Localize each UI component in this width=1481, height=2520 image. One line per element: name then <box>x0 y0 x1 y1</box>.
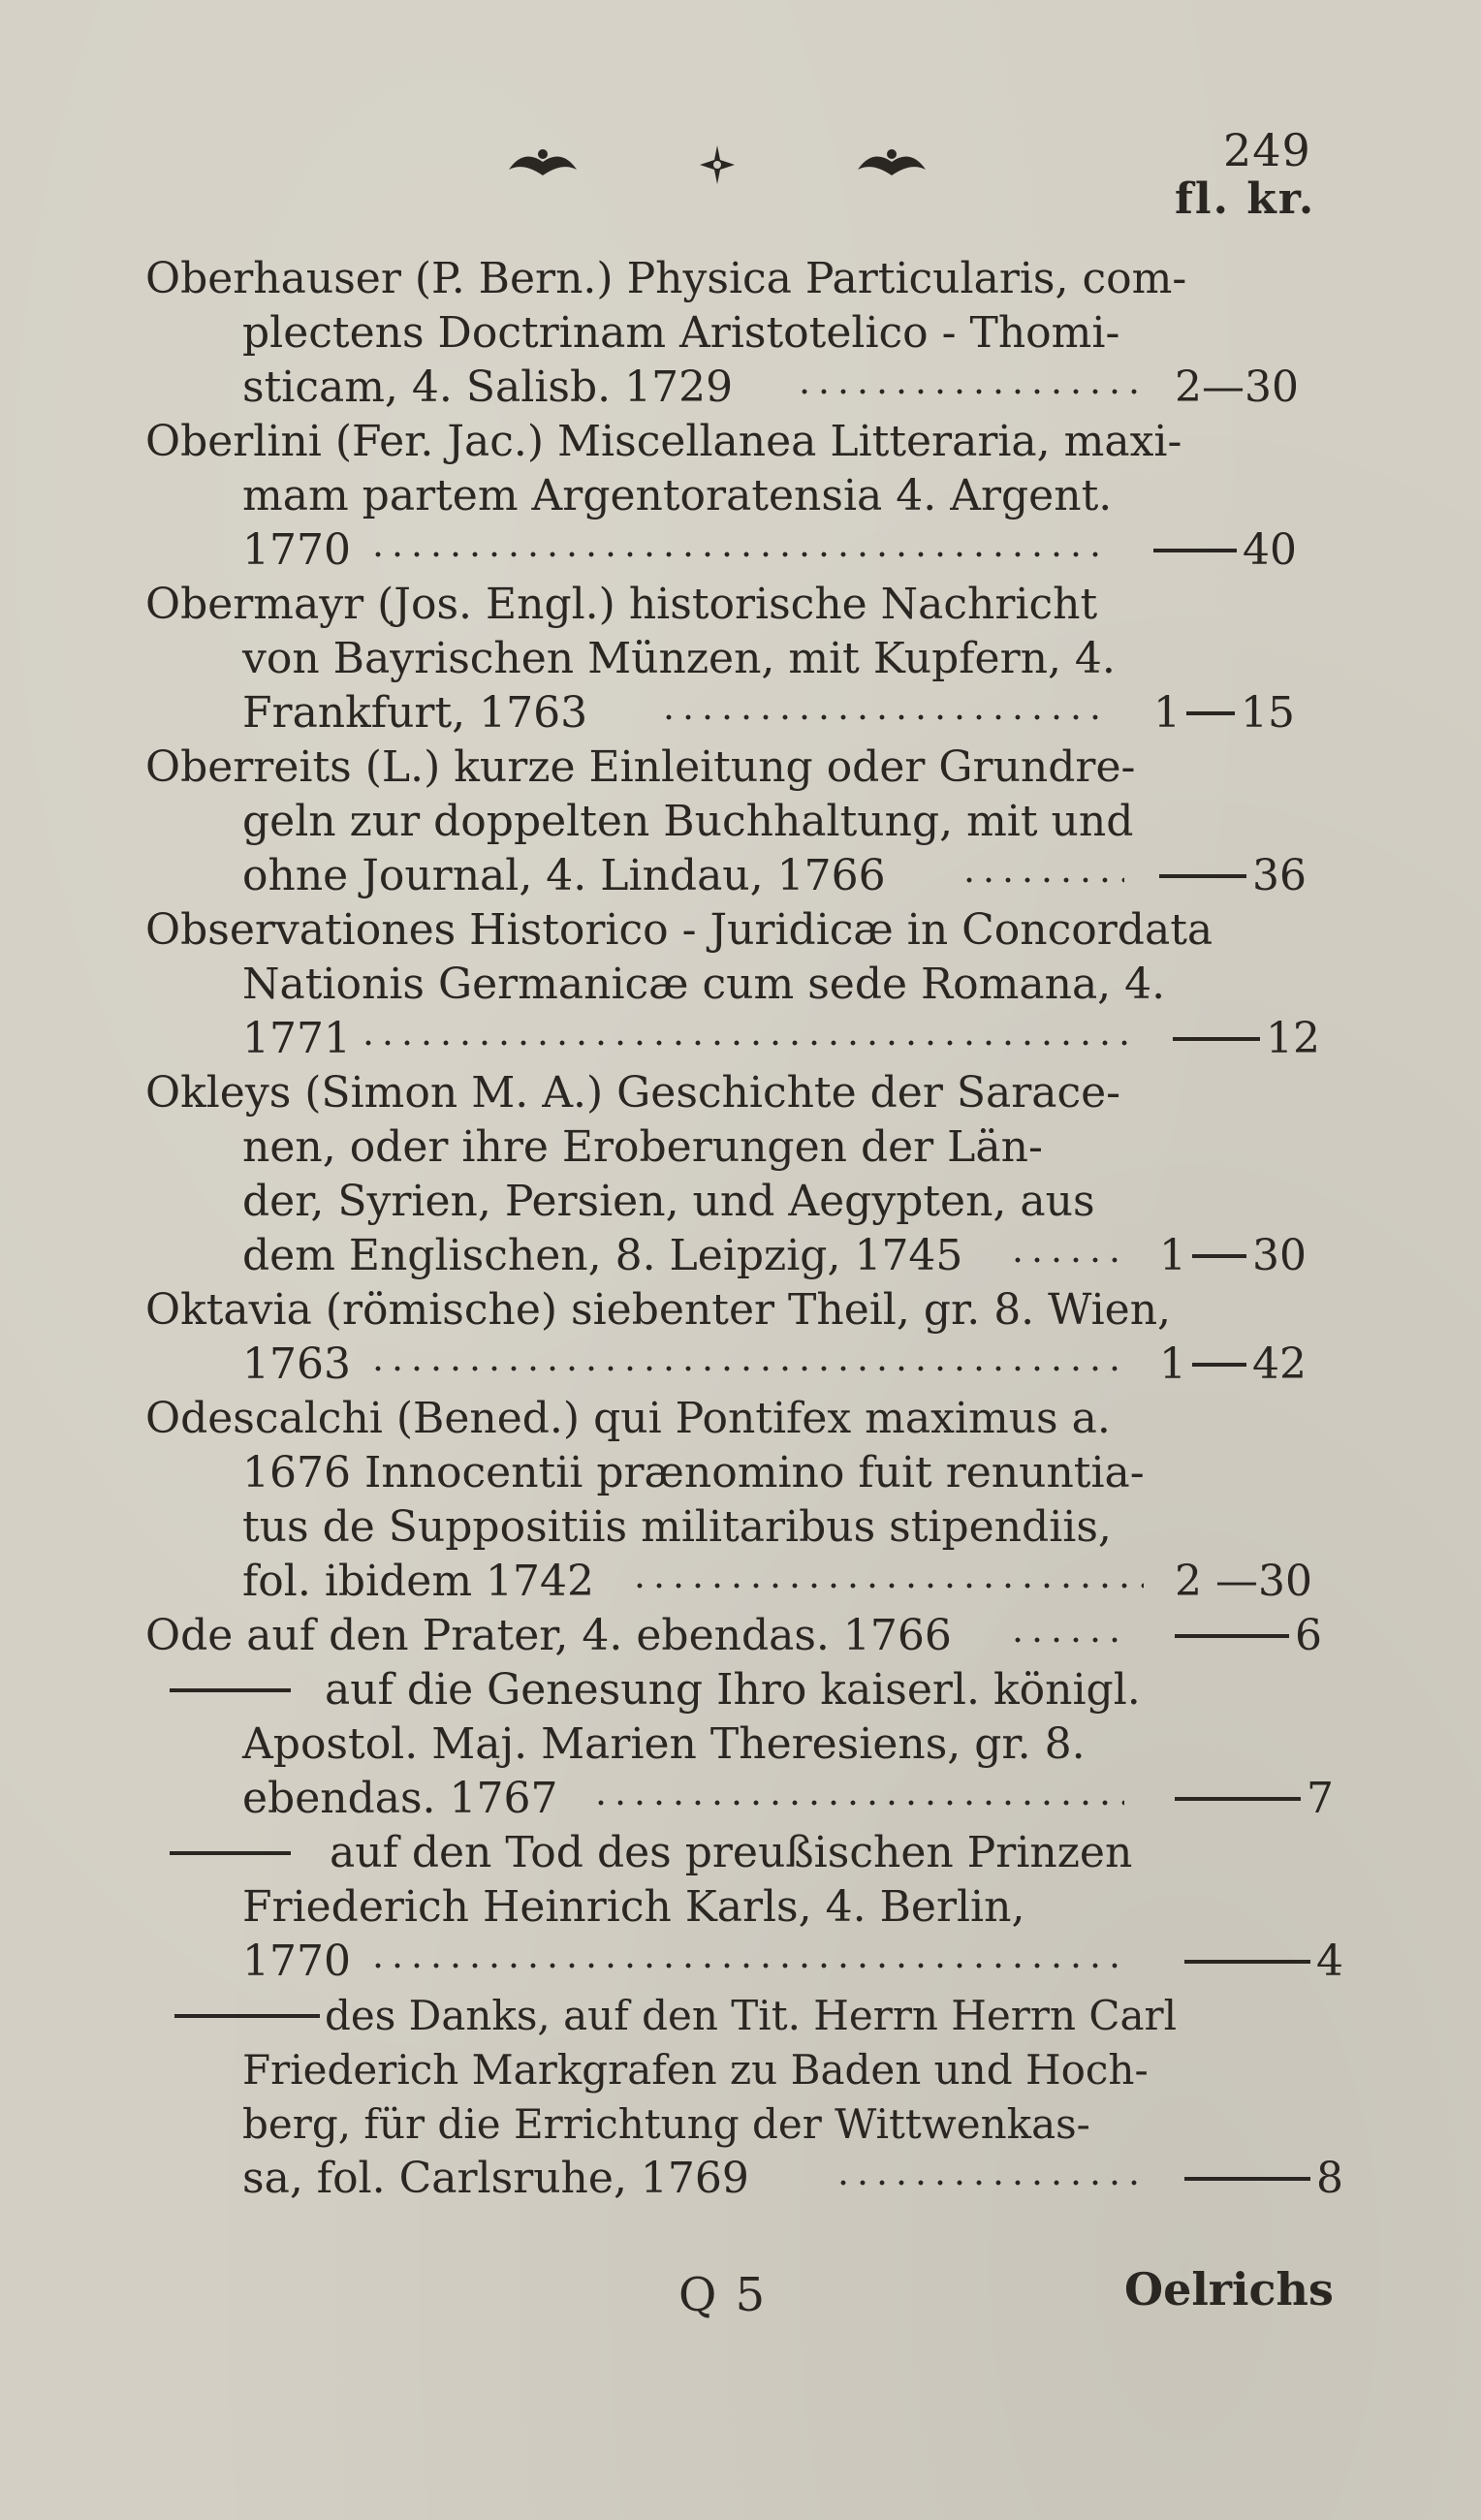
price-kr: 12 <box>1266 1014 1320 1063</box>
entry-line: Oktavia (römische) siebenter Theil, gr. 8. Wien, <box>145 1285 1172 1335</box>
price-kr: 40 <box>1243 525 1297 575</box>
entry-line: auf die Genesung Ihro kaiserl. königl. <box>325 1665 1141 1715</box>
entry-line: 1771 <box>242 1014 351 1063</box>
entry-line: Apostol. Maj. Marien Theresiens, gr. 8. <box>242 1719 1086 1769</box>
entry-line: Friederich Markgrafen zu Baden und Hoch- <box>242 2046 1149 2094</box>
fl-dash <box>1184 2177 1310 2181</box>
entry-line: des Danks, auf den Tit. Herrn Herrn Carl <box>325 1992 1178 2039</box>
page-number: 249 <box>1223 124 1311 176</box>
entry-line: sticam, 4. Salisb. 1729 <box>242 362 734 412</box>
dot-leader <box>960 876 1124 884</box>
price <box>1175 1607 1322 1665</box>
price <box>1153 521 1297 580</box>
entry-line: Oberreits (L.) kurze Einleitung oder Grundre- <box>145 742 1136 792</box>
entry-line: 1676 Innocentii prænomino fuit renuntia- <box>242 1448 1145 1497</box>
fl-dash <box>1175 1634 1289 1638</box>
price-fl: 1 <box>1159 1231 1186 1280</box>
price-kr: 6 <box>1295 1611 1322 1660</box>
entry-line: Frankfurt, 1763 <box>242 688 588 738</box>
entry-line: Friederich Heinrich Karls, 4. Berlin, <box>242 1882 1025 1932</box>
price: 2 —30 <box>1175 1557 1312 1606</box>
entry-line: von Bayrischen Münzen, mit Kupfern, 4. <box>242 634 1116 683</box>
entry-line: Observationes Historico - Juridicæ in Concordata <box>145 905 1213 955</box>
entry-line: mam partem Argentoratensia 4. Argent. <box>242 471 1113 520</box>
dot-leader <box>368 1365 1124 1372</box>
entry-line: fol. ibidem 1742 <box>242 1557 595 1606</box>
dot-leader <box>795 388 1144 395</box>
entry-line: 1770 <box>242 1937 351 1986</box>
entry-line: ebendas. 1767 <box>242 1774 558 1823</box>
fl-dash <box>1173 1037 1260 1041</box>
price-kr: 15 <box>1241 688 1295 738</box>
ditto-rule <box>170 1851 291 1855</box>
price <box>1159 847 1307 905</box>
entry-line: berg, für die Errichtung der Wittwenkas- <box>242 2100 1090 2148</box>
ditto-rule <box>170 1688 291 1692</box>
price-dash <box>1186 711 1235 715</box>
fl-dash <box>1175 1797 1301 1801</box>
entry-line: tus de Suppositiis militaribus stipendiis, <box>242 1502 1112 1552</box>
dot-leader <box>630 1582 1144 1590</box>
price-kr: 7 <box>1307 1774 1334 1823</box>
dot-leader <box>1008 1636 1124 1644</box>
dot-leader <box>834 2179 1144 2187</box>
price <box>1184 2150 1343 2208</box>
entry-line: Ode auf den Prater, 4. ebendas. 1766 <box>145 1611 952 1660</box>
entry-line: auf den Tod des preußischen Prinzen <box>330 1828 1133 1877</box>
dot-leader <box>368 551 1105 558</box>
price <box>1159 1336 1307 1394</box>
price-kr: 4 <box>1316 1937 1343 1986</box>
fl-dash <box>1159 874 1246 878</box>
price-fl: 1 <box>1153 688 1181 738</box>
entry-line: 1770 <box>242 525 351 575</box>
dot-leader <box>368 1962 1124 1969</box>
entry-line: plectens Doctrinam Aristotelico - Thomi- <box>242 308 1120 358</box>
entry-line: ohne Journal, 4. Lindau, 1766 <box>242 851 886 900</box>
entry-line: Odescalchi (Bened.) qui Pontifex maximus a. <box>145 1394 1111 1443</box>
price-kr: 8 <box>1316 2154 1343 2203</box>
entry-line: Oberhauser (P. Bern.) Physica Particularis, com- <box>145 254 1187 303</box>
entry-line: nen, oder ihre Eroberungen der Län- <box>242 1122 1043 1172</box>
dot-leader <box>359 1039 1134 1047</box>
price <box>1175 1770 1334 1828</box>
fl-dash <box>1184 1960 1310 1964</box>
entry-line: Obermayr (Jos. Engl.) historische Nachricht <box>145 580 1098 629</box>
price <box>1184 1933 1343 1991</box>
signature-mark: Q 5 <box>678 2268 768 2322</box>
price-dash <box>1192 1363 1246 1367</box>
entry-line: Nationis Germanicæ cum sede Romana, 4. <box>242 960 1166 1009</box>
entry-line: der, Syrien, Persien, und Aegypten, aus <box>242 1177 1095 1226</box>
entry-line: dem Englischen, 8. Leipzig, 1745 <box>242 1231 963 1280</box>
entry-line: geln zur doppelten Buchhaltung, mit und <box>242 797 1134 846</box>
price: 2—30 <box>1175 362 1299 412</box>
dot-leader <box>591 1799 1124 1807</box>
entry-line: 1763 <box>242 1339 351 1389</box>
column-header: fl. kr. <box>1175 174 1316 224</box>
entry-line: sa, fol. Carlsruhe, 1769 <box>242 2154 749 2203</box>
dot-leader <box>1008 1256 1124 1264</box>
price <box>1159 1227 1307 1285</box>
entry-line: Okleys (Simon M. A.) Geschichte der Sarace- <box>145 1068 1121 1118</box>
price-dash <box>1192 1254 1246 1258</box>
price <box>1153 684 1295 742</box>
price <box>1173 1010 1320 1068</box>
price-fl: 1 <box>1159 1339 1186 1389</box>
catchword: Oelrichs <box>1124 2263 1334 2315</box>
ditto-rule <box>174 2014 320 2018</box>
dot-leader <box>659 713 1105 721</box>
price-kr: 36 <box>1252 851 1307 900</box>
fl-dash <box>1153 549 1237 552</box>
price-kr: 30 <box>1252 1231 1307 1280</box>
price-kr: 42 <box>1252 1339 1307 1389</box>
entry-line: Oberlini (Fer. Jac.) Miscellanea Litteraria, maxi- <box>145 417 1182 466</box>
